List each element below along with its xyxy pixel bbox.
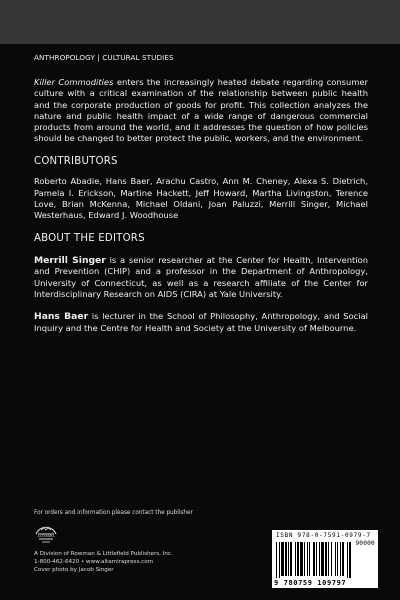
contributors-list: Roberto Abadie, Hans Baer, Arachu Castro, Ann M. Cheney, Alexa S. Dietrich, Pamela I. Erickson, Martine Hackett, Jeff Howard, Martha Livingston, Terence Love, Brian McKenna, Michael Oldani, Joan Paluzzi, Merrill Singer, Michael Westerhaus, Edward J. Woodhouse — [34, 176, 368, 221]
barcode-bar — [319, 542, 320, 576]
cover-photo-credit: Cover photo by Jacob Singer — [34, 567, 114, 574]
barcode-bar — [307, 542, 308, 576]
barcode-bar — [281, 542, 284, 576]
barcode-bar — [349, 542, 351, 578]
editor-entry — [34, 311, 368, 334]
barcode-bar — [276, 542, 277, 578]
barcode-bar — [316, 542, 317, 576]
price-code: 90000 — [355, 540, 375, 547]
barcode-bar — [337, 542, 338, 576]
barcode-bar — [313, 542, 315, 576]
barcode-bar — [340, 542, 341, 576]
editor-entry — [34, 255, 368, 301]
barcode-bar — [347, 542, 348, 578]
barcode-bar — [304, 542, 305, 576]
barcode-bar — [285, 542, 287, 576]
barcode-bar — [290, 542, 292, 576]
barcode-bar — [309, 542, 310, 576]
logo-text: ALTAMIRA — [37, 534, 55, 539]
book-title: Killer Commodities — [34, 77, 114, 87]
barcode-bar — [321, 542, 324, 576]
editor-name: Hans Baer — [34, 311, 89, 323]
cover-footer — [34, 510, 375, 600]
barcode-bar — [300, 542, 303, 576]
back-cover-content — [34, 53, 368, 343]
barcode-bar — [325, 542, 327, 576]
top-band — [0, 0, 400, 44]
barcode-bar — [295, 542, 296, 576]
editor-bio: is lecturer in the School of Philosophy, Anthropology, and Social Inquiry and the Centre for Health and Society at the University of Melbourne. — [34, 311, 369, 333]
editors-heading: ABOUT THE EDITORS — [34, 232, 145, 244]
isbn-barcode-box — [272, 530, 378, 588]
barcode-bar — [279, 542, 280, 578]
barcode-bar — [331, 542, 332, 576]
book-description — [34, 77, 368, 145]
altamira-logo-icon — [34, 522, 58, 544]
barcode-bar — [342, 542, 344, 576]
publisher-contact: 1-800-462-6420 • www.altamirapress.com — [34, 559, 154, 566]
barcode-bar — [328, 542, 329, 576]
isbn-number: ISBN 978-0-7591-0979-7 — [276, 532, 371, 539]
editor-bio: is a senior researcher at the Center for Health, Intervention and Prevention (CHIP) and a professor in the Department of Anthropology, University of Connecticut, as well as a research affiliate of the Center for Interdisciplinary Research on AIDS (CIRA) at Yale University. — [34, 254, 368, 299]
barcode-number: 9 780759 109797 — [274, 579, 347, 587]
contributors-heading: CONTRIBUTORS — [34, 155, 118, 167]
barcode-icon — [275, 542, 375, 578]
order-info: For orders and information please contact the publisher — [34, 510, 193, 516]
publisher-info — [34, 550, 204, 574]
barcode-bar — [288, 542, 289, 576]
barcode-bar — [297, 542, 299, 576]
editor-name: Merrill Singer — [34, 254, 106, 266]
category-label: ANTHROPOLOGY | CULTURAL STUDIES — [34, 53, 174, 62]
barcode-bar — [335, 542, 336, 576]
description-text: enters the increasingly heated debate regarding consumer culture with a critical examination of the relationship between public health and the corporate production of goods for profit. This collection analyzes the nature and public health impact of a wide range of dangerous commercial products from around the world, and it addresses the question of how policies should be changed to better protect the public, workers, and the environment. — [34, 77, 368, 144]
publisher-division: A Division of Rowman & Littlefield Publishers, Inc. — [34, 551, 173, 557]
